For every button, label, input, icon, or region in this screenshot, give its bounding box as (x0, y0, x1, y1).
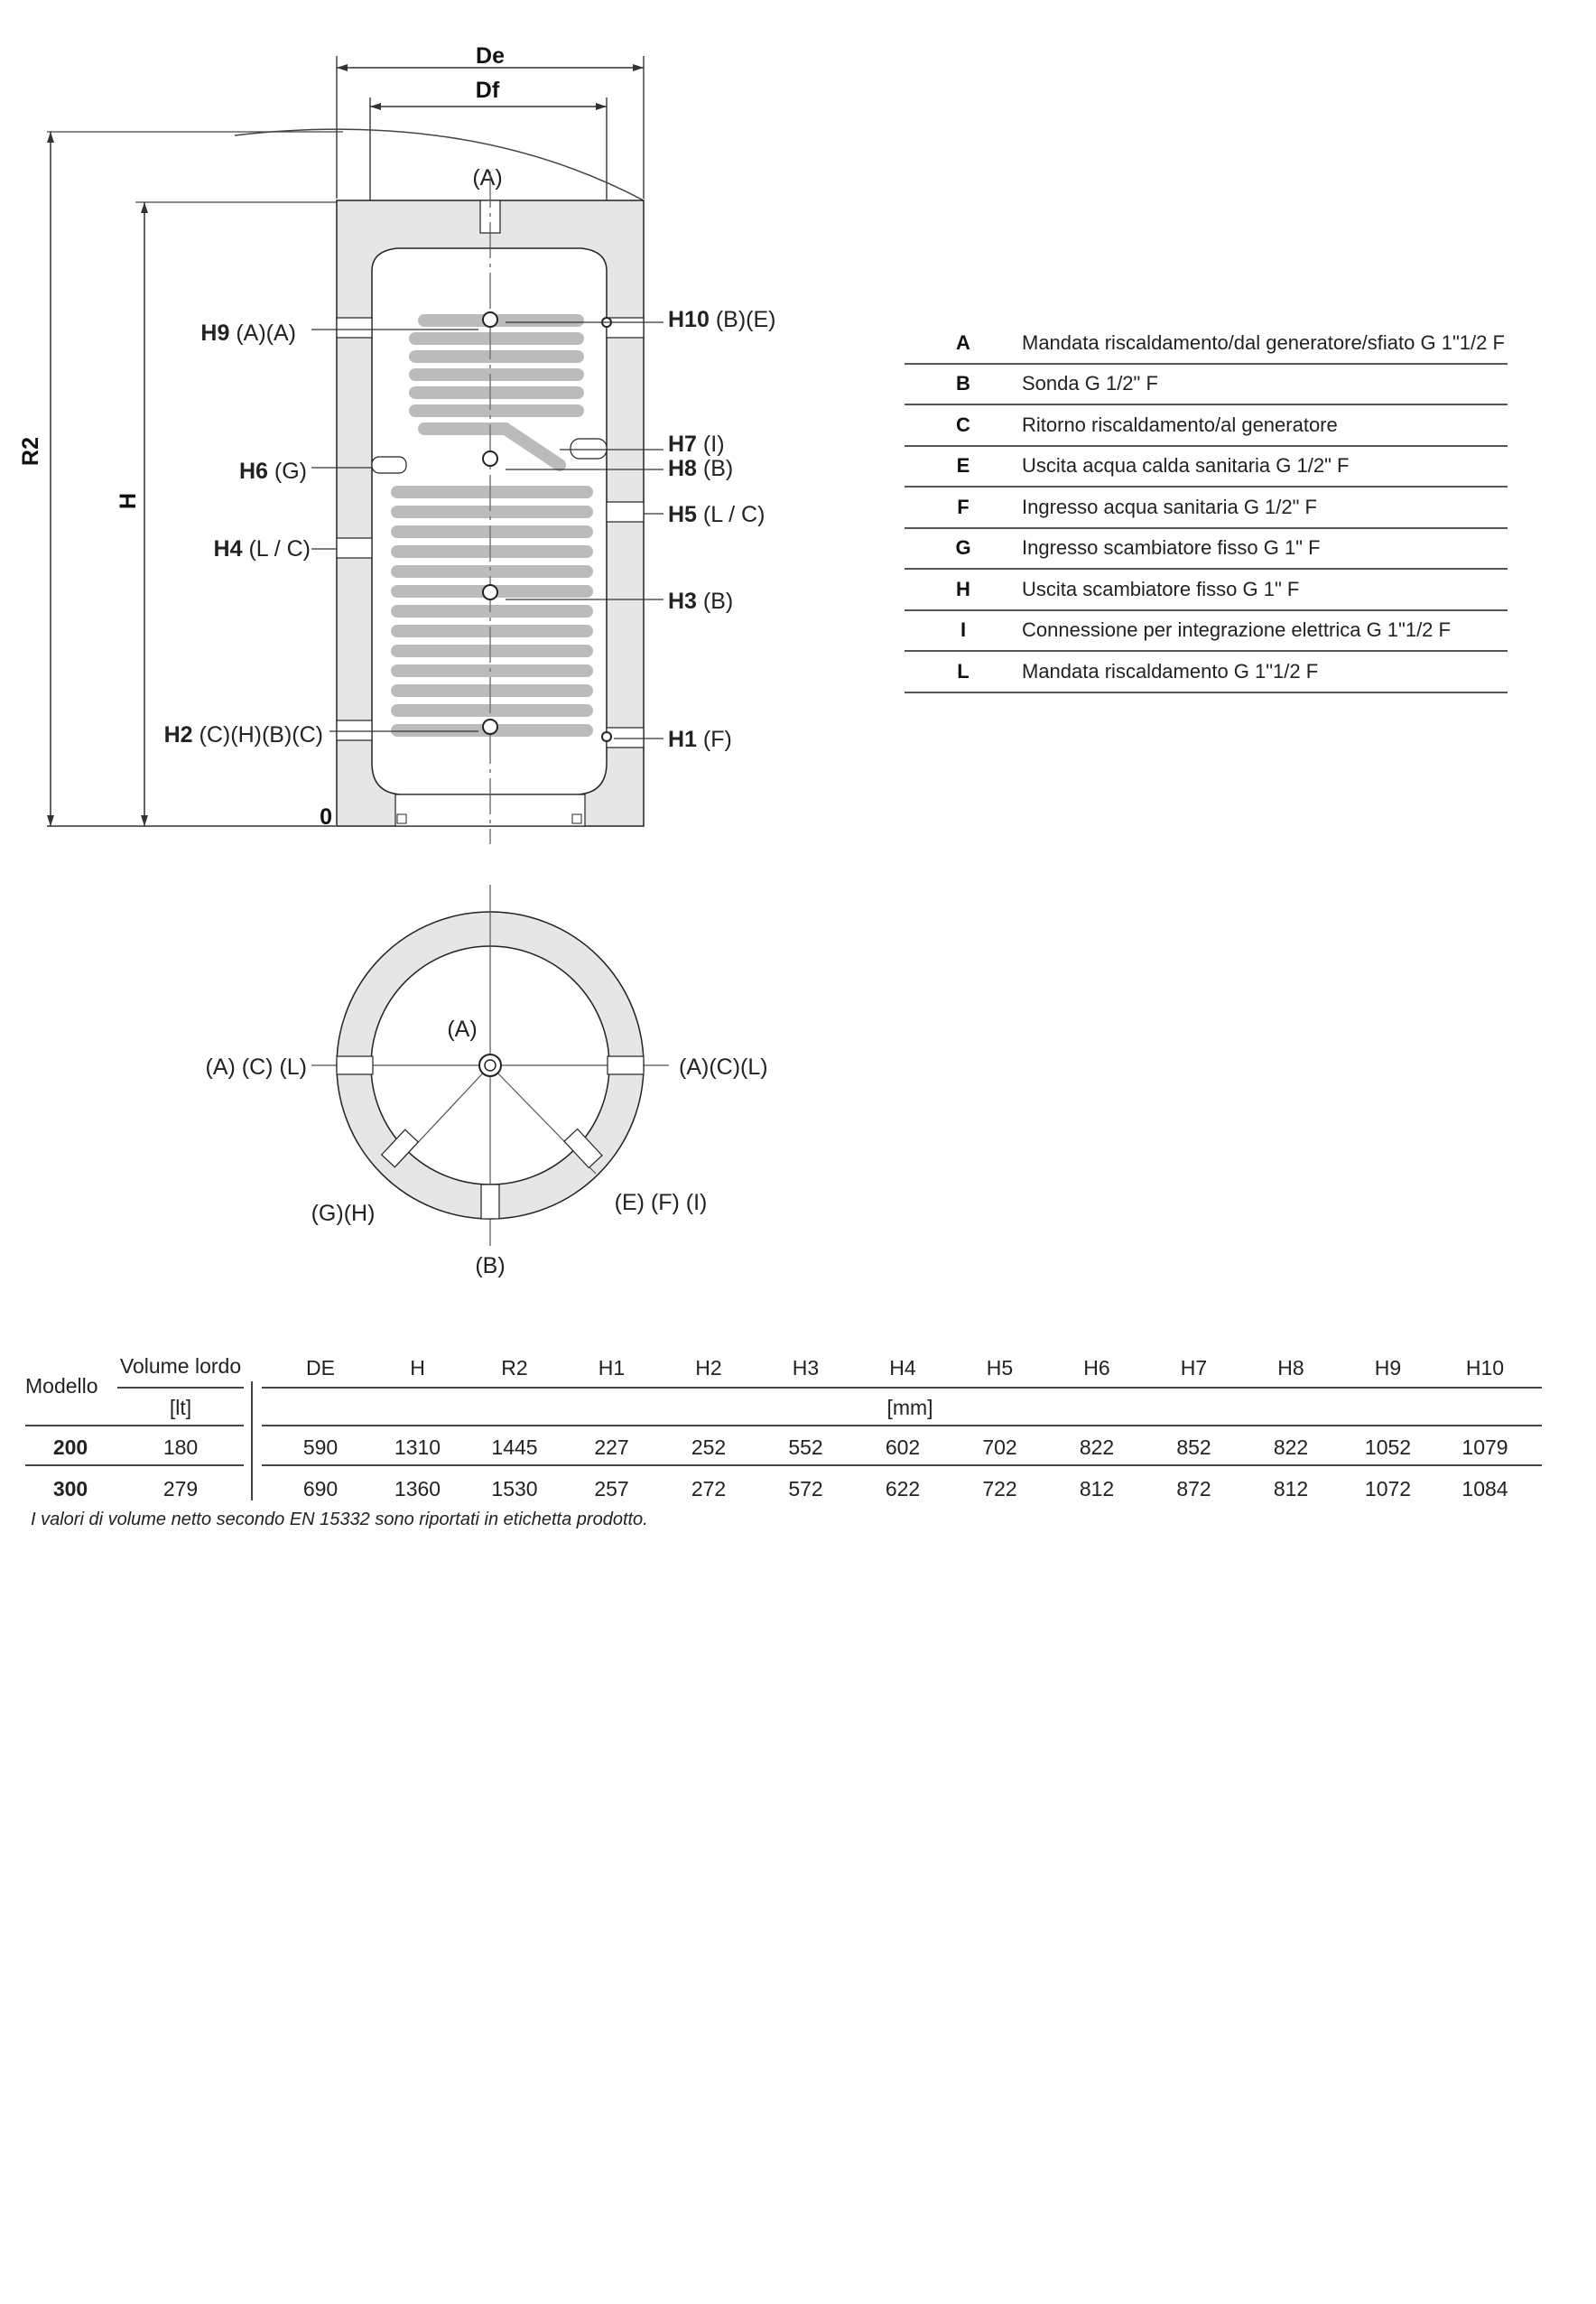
column-header: DE (306, 1356, 335, 1380)
dim-de-label: De (476, 43, 505, 69)
column-header: H1 (598, 1356, 626, 1380)
value-cell: 1360 (394, 1477, 441, 1500)
label-h4: H4 (L / C) (213, 536, 311, 562)
label-h3: H3 (B) (668, 589, 734, 614)
legend-row (905, 570, 1508, 611)
plan-label-lower-left: (G)(H) (311, 1201, 376, 1226)
table-rule (262, 1425, 1542, 1426)
unit-volume: [lt] (169, 1396, 192, 1419)
legend-row (905, 611, 1508, 653)
value-cell: 622 (885, 1477, 921, 1500)
legend-description: Connessione per integrazione elettrica G 1"1/2 F (1022, 618, 1451, 642)
value-cell: 252 (691, 1435, 727, 1459)
value-cell: 1072 (1364, 1477, 1412, 1500)
column-header: R2 (501, 1356, 528, 1380)
legend-description: Ritorno riscaldamento/al generatore (1022, 413, 1338, 436)
label-h10: H10 (B)(E) (668, 307, 776, 332)
column-header: H2 (695, 1356, 722, 1380)
lower-coil (397, 492, 587, 730)
legend-row (905, 323, 1508, 365)
value-cell: 227 (594, 1435, 629, 1459)
table-rule (262, 1387, 1542, 1389)
unit-dims: [mm] (886, 1396, 933, 1419)
label-h5: H5 (L / C) (668, 502, 766, 527)
value-cell: 852 (1176, 1435, 1211, 1459)
value-cell: 822 (1079, 1435, 1115, 1459)
column-header: H8 (1277, 1356, 1304, 1380)
label-h9: H9 (A)(A) (200, 321, 296, 346)
units-row (25, 1396, 1542, 1432)
value-cell: 822 (1273, 1435, 1309, 1459)
plan-label-lower-right: (E) (F) (I) (614, 1190, 708, 1215)
plan-label-center: (A) (447, 1017, 478, 1042)
header-volume: Volume lordo (119, 1354, 242, 1378)
value-cell: 1445 (491, 1435, 538, 1459)
legend-code: E (956, 454, 970, 478)
value-cell: 590 (302, 1435, 339, 1459)
value-cell: 690 (302, 1477, 339, 1500)
volume-cell: 279 (162, 1477, 199, 1500)
column-header: H6 (1083, 1356, 1110, 1380)
label-h6: H6 (G) (238, 459, 307, 484)
legend-row (905, 447, 1508, 488)
label-h1: H1 (F) (668, 727, 732, 752)
value-cell: 812 (1273, 1477, 1309, 1500)
value-cell: 1530 (491, 1477, 538, 1500)
dim-h-label: H (116, 492, 141, 510)
plan-label-bottom: (B) (475, 1253, 506, 1278)
legend-description: Ingresso acqua sanitaria G 1/2" F (1022, 495, 1317, 518)
legend-row (905, 652, 1508, 693)
value-cell: 702 (982, 1435, 1017, 1459)
legend-description: Uscita acqua calda sanitaria G 1/2" F (1022, 454, 1350, 478)
legend-row (905, 365, 1508, 406)
value-cell: 272 (691, 1477, 727, 1500)
value-cell: 872 (1176, 1477, 1211, 1500)
column-header: H10 (1465, 1356, 1505, 1380)
volume-cell: 180 (162, 1435, 199, 1459)
dim-df-label: Df (475, 78, 500, 103)
legend-row (905, 529, 1508, 571)
value-cell: 1084 (1461, 1477, 1508, 1500)
value-cell: 812 (1079, 1477, 1115, 1500)
label-h8: H8 (B) (668, 456, 734, 481)
value-cell: 1079 (1461, 1435, 1508, 1459)
legend-description: Sonda G 1/2" F (1022, 372, 1158, 395)
table-row (25, 1435, 1542, 1472)
label-h2: H2 (C)(H)(B)(C) (163, 722, 323, 748)
column-header: H4 (889, 1356, 916, 1380)
connection-legend (905, 323, 1508, 693)
value-cell: 722 (982, 1477, 1017, 1500)
model-cell: 200 (52, 1435, 88, 1459)
header-model: Modello (25, 1374, 98, 1398)
legend-code: A (956, 330, 970, 354)
legend-code: C (956, 413, 970, 436)
dim-zero-label: 0 (320, 804, 332, 830)
plan-label-right: (A)(C)(L) (679, 1054, 768, 1080)
table-rule (25, 1425, 244, 1426)
table-rule (117, 1387, 244, 1389)
legend-code: L (957, 659, 970, 683)
value-cell: 572 (788, 1477, 823, 1500)
column-header: H7 (1180, 1356, 1208, 1380)
legend-description: Ingresso scambiatore fisso G 1" F (1022, 536, 1321, 560)
table-note: I valori di volume netto secondo EN 15332 sono riportati in etichetta prodotto. (31, 1510, 648, 1529)
legend-code: F (957, 495, 970, 518)
legend-description: Mandata riscaldamento G 1"1/2 F (1022, 659, 1319, 683)
column-header: H (410, 1356, 425, 1380)
model-cell: 300 (52, 1477, 88, 1500)
column-header: H5 (986, 1356, 1014, 1380)
dim-r2-label: R2 (18, 437, 43, 466)
value-cell: 602 (885, 1435, 921, 1459)
legend-row (905, 488, 1508, 529)
legend-description: Mandata riscaldamento/dal generatore/sfiato G 1"1/2 F (1022, 330, 1505, 354)
value-cell: 552 (788, 1435, 823, 1459)
plan-label-left: (A) (C) (L) (205, 1054, 307, 1080)
legend-code: H (956, 577, 970, 600)
label-h7: H7 (I) (668, 432, 725, 457)
legend-description: Uscita scambiatore fisso G 1" F (1022, 577, 1300, 600)
top-connection-label: (A) (472, 165, 503, 190)
value-cell: 1310 (394, 1435, 441, 1459)
column-header: H9 (1374, 1356, 1402, 1380)
legend-code: G (955, 536, 971, 560)
value-cell: 1052 (1364, 1435, 1412, 1459)
value-cell: 257 (594, 1477, 629, 1500)
legend-code: I (960, 618, 967, 642)
column-header: H3 (792, 1356, 820, 1380)
table-row (25, 1477, 1542, 1513)
legend-row (905, 405, 1508, 447)
legend-code: B (956, 372, 970, 395)
